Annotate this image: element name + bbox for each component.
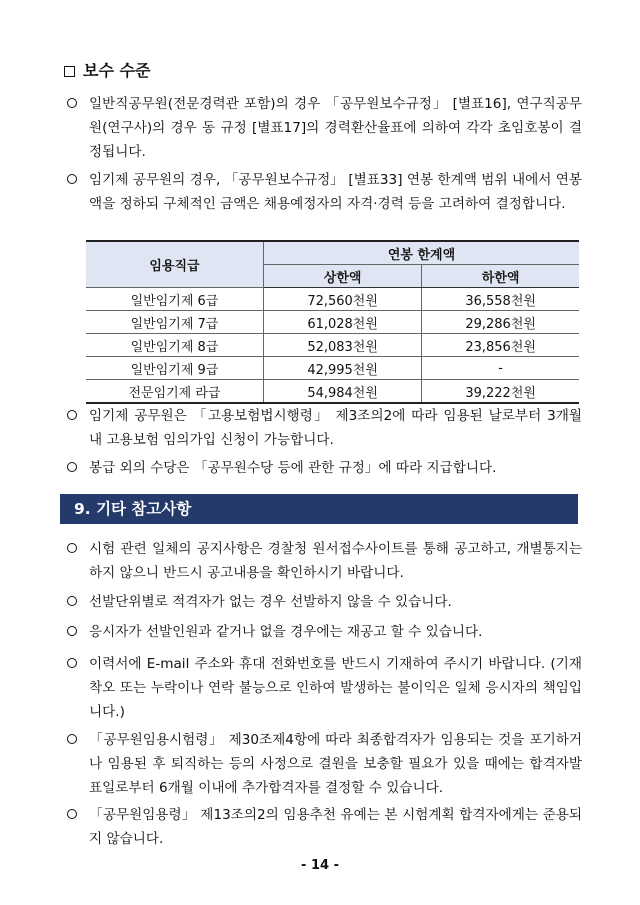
bullet-item [64,404,582,452]
bullet-item [64,652,582,724]
circle-bullet-icon [67,734,77,744]
bullet-text: 「공무원임용시험령」 제30조제4항에 따라 최종합격자가 임용되는 것을 포기하거나 임용된 후 퇴직하는 등의 사정으로 결원을 보충할 필요가 있을 때에는 합격자발표일로부터 6개월 이내에 추가합격자를 결정할 수 있습니다. [89,732,582,796]
circle-bullet-icon [67,98,77,108]
cell-upper: 52,083천원 [263,334,421,357]
cell-rank: 일반임기제 8급 [86,334,263,357]
bullet-item [64,168,582,216]
circle-bullet-icon [67,596,77,606]
bullet-item [64,728,582,800]
bullet-text: 응시자가 선발인원과 같거나 없을 경우에는 재공고 할 수 있습니다. [89,624,483,640]
circle-bullet-icon [67,462,77,472]
bullet-item [64,456,582,480]
section-heading-text: 보수 수준 [83,61,151,80]
bullet-text: 이력서에 E-mail 주소와 휴대 전화번호를 반드시 기재하여 주시기 바랍니다. (기재 착오 또는 누락이나 연락 불능으로 인하여 발생하는 불이익은 일체 응시자의 책임입니다.) [89,656,582,720]
bullet-item [64,92,582,164]
table-row [86,380,579,404]
circle-bullet-icon [67,174,77,184]
table-row [86,288,579,311]
table-row [86,357,579,380]
circle-bullet-icon [67,543,77,553]
bullet-text: 선발단위별로 적격자가 없는 경우 선발하지 않을 수 있습니다. [89,594,452,610]
col-header-salary-limit: 연봉 한계액 [263,241,579,265]
bullet-text: 봉급 외의 수당은 「공무원수당 등에 관한 규정」에 따라 지급합니다. [89,460,497,476]
bullet-text: 시험 관련 일체의 공지사항은 경찰청 원서접수사이트를 통해 공고하고, 개별통지는 하지 않으니 반드시 공고내용을 확인하시기 바랍니다. [89,541,582,581]
cell-lower: 23,856천원 [422,334,579,357]
col-header-upper: 상한액 [263,265,421,288]
bullet-text: 「공무원임용령」 제13조의2의 임용추천 유예는 본 시험계획 합격자에게는 준용되지 않습니다. [89,807,582,847]
salary-limit-table [86,240,579,404]
square-bullet-icon [64,66,75,77]
table-row [86,334,579,357]
col-header-rank: 임용직급 [86,241,263,288]
bullet-text: 일반직공무원(전문경력관 포함)의 경우 「공무원보수규정」 [별표16], 연구직공무원(연구사)의 경우 동 규정 [별표17]의 경력환산율표에 의하여 각각 초임호봉이 결정됩니다. [89,96,582,160]
cell-rank: 일반임기제 9급 [86,357,263,380]
circle-bullet-icon [67,658,77,668]
page-number: - 14 - [301,858,339,873]
cell-upper: 42,995천원 [263,357,421,380]
section-heading-pay-level [64,60,150,82]
circle-bullet-icon [67,626,77,636]
circle-bullet-icon [67,809,77,819]
bullet-item [64,590,582,614]
cell-lower: - [422,357,579,380]
bullet-item [64,620,582,644]
col-header-lower: 하한액 [422,265,579,288]
cell-lower: 29,286천원 [422,311,579,334]
cell-upper: 61,028천원 [263,311,421,334]
section-title-bar: 9. 기타 참고사항 [60,494,578,524]
table-row [86,311,579,334]
cell-lower: 36,558천원 [422,288,579,311]
cell-rank: 일반임기제 6급 [86,288,263,311]
cell-upper: 72,560천원 [263,288,421,311]
circle-bullet-icon [67,410,77,420]
cell-rank: 일반임기제 7급 [86,311,263,334]
cell-upper: 54,984천원 [263,380,421,404]
bullet-text: 임기제 공무원의 경우, 「공무원보수규정」 [별표33] 연봉 한계액 범위 내에서 연봉액을 정하되 구체적인 금액은 채용예정자의 자격·경력 등을 고려하여 결정합니다. [89,172,582,212]
bullet-text: 임기제 공무원은 「고용보험법시행령」 제3조의2에 따라 임용된 날로부터 3개월 내 고용보험 임의가입 신청이 가능합니다. [89,408,582,448]
cell-rank: 전문임기제 라급 [86,380,263,404]
cell-lower: 39,222천원 [422,380,579,404]
bullet-item [64,537,582,585]
bullet-item [64,803,582,851]
